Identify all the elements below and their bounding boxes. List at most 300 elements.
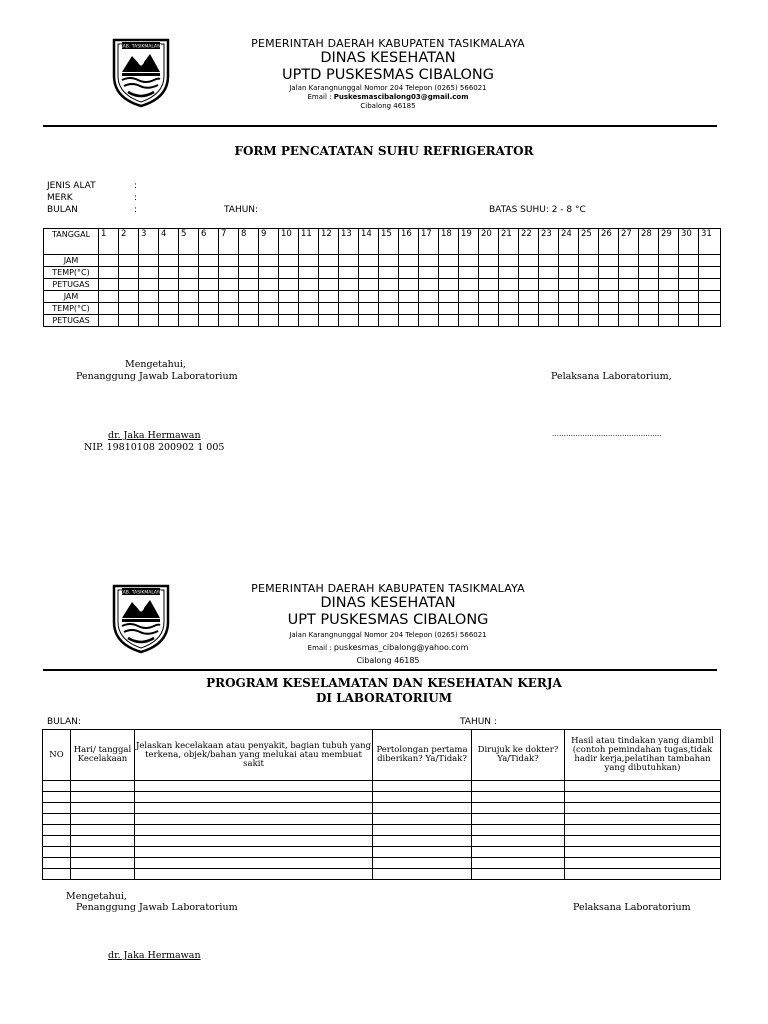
table-cell[interactable]	[135, 836, 373, 847]
log-cell[interactable]	[199, 255, 219, 267]
log-cell[interactable]	[399, 303, 419, 315]
log-cell[interactable]	[479, 315, 499, 327]
log-cell[interactable]	[419, 303, 439, 315]
table-cell[interactable]	[71, 847, 135, 858]
log-cell[interactable]	[379, 303, 399, 315]
day-header: 21	[499, 229, 519, 255]
log-cell[interactable]	[299, 291, 319, 303]
day-header: 19	[459, 229, 479, 255]
table-cell[interactable]	[135, 869, 373, 880]
log-cell[interactable]	[639, 255, 659, 267]
log-cell[interactable]	[619, 315, 639, 327]
log-cell[interactable]	[519, 255, 539, 267]
log-cell[interactable]	[99, 291, 119, 303]
log-cell[interactable]	[159, 279, 179, 291]
puskesmas-line: UPT PUSKESMAS CIBALONG	[287, 612, 489, 628]
log-cell[interactable]	[539, 315, 559, 327]
table-cell[interactable]	[71, 869, 135, 880]
log-cell[interactable]	[439, 279, 459, 291]
log-cell[interactable]	[339, 291, 359, 303]
table-row	[43, 814, 721, 825]
log-cell[interactable]	[579, 315, 599, 327]
log-cell[interactable]	[679, 291, 699, 303]
log-cell[interactable]	[139, 315, 159, 327]
table-cell[interactable]	[373, 814, 472, 825]
log-cell[interactable]	[659, 279, 679, 291]
table-cell[interactable]	[43, 825, 71, 836]
table-cell[interactable]	[472, 869, 565, 880]
log-cell[interactable]	[519, 291, 539, 303]
log-cell[interactable]	[159, 255, 179, 267]
log-cell[interactable]	[339, 255, 359, 267]
field-jenis-alat	[47, 181, 96, 191]
log-cell[interactable]	[359, 303, 379, 315]
penanggung-jawab-label: Penanggung Jawab Laboratorium	[76, 371, 238, 382]
log-cell[interactable]	[119, 315, 139, 327]
log-cell[interactable]	[699, 279, 721, 291]
log-cell[interactable]	[599, 279, 619, 291]
log-cell[interactable]	[659, 255, 679, 267]
table-cell[interactable]	[472, 847, 565, 858]
log-cell[interactable]	[299, 279, 319, 291]
table-cell[interactable]	[135, 792, 373, 803]
log-cell[interactable]	[619, 303, 639, 315]
header-rule	[43, 125, 717, 127]
log-cell[interactable]	[199, 279, 219, 291]
table-cell[interactable]	[43, 858, 71, 869]
tahun-label: TAHUN :	[460, 717, 497, 727]
log-cell[interactable]	[659, 303, 679, 315]
log-cell[interactable]	[639, 315, 659, 327]
day-header: 10	[279, 229, 299, 255]
mengetahui-label: Mengetahui,	[125, 359, 186, 370]
log-cell[interactable]	[179, 255, 199, 267]
log-cell[interactable]	[319, 291, 339, 303]
log-cell[interactable]	[139, 303, 159, 315]
log-cell[interactable]	[159, 303, 179, 315]
table-cell[interactable]	[43, 847, 71, 858]
day-header: 28	[639, 229, 659, 255]
log-cell[interactable]	[559, 303, 579, 315]
table-cell[interactable]	[43, 792, 71, 803]
log-cell[interactable]	[559, 267, 579, 279]
table-cell[interactable]	[472, 825, 565, 836]
table-cell[interactable]	[373, 847, 472, 858]
district-logo	[108, 582, 174, 654]
log-cell[interactable]	[339, 279, 359, 291]
log-cell[interactable]	[359, 255, 379, 267]
log-cell[interactable]	[519, 267, 539, 279]
log-cell[interactable]	[439, 291, 459, 303]
log-cell[interactable]	[259, 267, 279, 279]
log-cell[interactable]	[619, 255, 639, 267]
address-line: Jalan Karangnunggal Nomor 204 Telepon (0265) 566021	[289, 631, 487, 639]
log-cell[interactable]	[259, 303, 279, 315]
log-cell[interactable]	[299, 255, 319, 267]
log-cell[interactable]	[599, 255, 619, 267]
log-cell[interactable]	[239, 303, 259, 315]
table-cell[interactable]	[373, 869, 472, 880]
log-cell[interactable]	[439, 267, 459, 279]
table-cell[interactable]	[565, 858, 721, 869]
govt-line: PEMERINTAH DAERAH KABUPATEN TASIKMALAYA	[251, 582, 525, 595]
log-cell[interactable]	[479, 303, 499, 315]
table-cell[interactable]	[43, 836, 71, 847]
log-cell[interactable]	[379, 291, 399, 303]
log-cell[interactable]	[379, 315, 399, 327]
log-cell[interactable]	[599, 267, 619, 279]
log-cell[interactable]	[459, 315, 479, 327]
log-cell[interactable]	[479, 255, 499, 267]
log-cell[interactable]	[139, 267, 159, 279]
table-cell[interactable]	[135, 781, 373, 792]
log-cell[interactable]	[179, 291, 199, 303]
log-cell[interactable]	[419, 267, 439, 279]
log-cell[interactable]	[619, 291, 639, 303]
log-cell[interactable]	[379, 279, 399, 291]
table-cell[interactable]	[43, 814, 71, 825]
log-cell[interactable]	[699, 303, 721, 315]
column-header-date: Hari/ tanggal Kecelakaan	[71, 730, 135, 781]
log-cell[interactable]	[339, 267, 359, 279]
log-cell[interactable]	[219, 315, 239, 327]
log-row	[44, 279, 721, 291]
day-header: 25	[579, 229, 599, 255]
table-cell[interactable]	[565, 792, 721, 803]
log-cell[interactable]	[679, 267, 699, 279]
table-cell[interactable]	[565, 781, 721, 792]
table-cell[interactable]	[565, 825, 721, 836]
log-cell[interactable]	[659, 291, 679, 303]
day-header: 23	[539, 229, 559, 255]
field-bulan	[47, 205, 78, 215]
log-cell[interactable]	[579, 303, 599, 315]
log-cell[interactable]	[439, 315, 459, 327]
log-cell[interactable]	[639, 291, 659, 303]
table-cell[interactable]	[43, 803, 71, 814]
table-cell[interactable]	[135, 825, 373, 836]
column-header-no: NO	[43, 730, 71, 781]
table-cell[interactable]	[71, 814, 135, 825]
field-label: JENIS ALAT	[47, 181, 96, 191]
log-cell[interactable]	[399, 255, 419, 267]
log-cell[interactable]	[239, 255, 259, 267]
log-cell[interactable]	[699, 255, 721, 267]
log-cell[interactable]	[479, 291, 499, 303]
log-cell[interactable]	[119, 255, 139, 267]
city-line: Cibalong 46185	[356, 656, 420, 665]
log-cell[interactable]	[539, 267, 559, 279]
doctor-nip: NIP. 19810108 200902 1 005	[84, 442, 225, 453]
row-label: TEMP(°C)	[44, 303, 99, 315]
log-cell[interactable]	[179, 315, 199, 327]
log-cell[interactable]	[699, 315, 721, 327]
email-line	[240, 93, 536, 102]
day-header: 6	[199, 229, 219, 255]
log-row	[44, 267, 721, 279]
log-cell[interactable]	[199, 267, 219, 279]
log-cell[interactable]	[119, 291, 139, 303]
log-cell[interactable]	[679, 255, 699, 267]
log-cell[interactable]	[319, 279, 339, 291]
log-cell[interactable]	[359, 279, 379, 291]
log-cell[interactable]	[219, 267, 239, 279]
table-cell[interactable]	[71, 803, 135, 814]
log-cell[interactable]	[479, 267, 499, 279]
doctor-name: dr. Jaka Hermawan	[108, 430, 201, 441]
log-cell[interactable]	[219, 279, 239, 291]
day-header: 20	[479, 229, 499, 255]
table-cell[interactable]	[135, 847, 373, 858]
log-cell[interactable]	[559, 291, 579, 303]
field-merk	[47, 193, 73, 203]
log-cell[interactable]	[99, 255, 119, 267]
log-cell[interactable]	[239, 291, 259, 303]
log-cell[interactable]	[99, 279, 119, 291]
row-label: JAM	[44, 291, 99, 303]
log-cell[interactable]	[499, 315, 519, 327]
log-cell[interactable]	[499, 279, 519, 291]
log-cell[interactable]	[199, 315, 219, 327]
log-cell[interactable]	[259, 291, 279, 303]
log-cell[interactable]	[659, 267, 679, 279]
log-cell[interactable]	[419, 315, 439, 327]
log-cell[interactable]	[139, 291, 159, 303]
day-header: 2	[119, 229, 139, 255]
table-cell[interactable]	[71, 825, 135, 836]
table-cell[interactable]	[43, 869, 71, 880]
log-cell[interactable]	[579, 279, 599, 291]
log-cell[interactable]	[499, 291, 519, 303]
log-cell[interactable]	[559, 255, 579, 267]
log-cell[interactable]	[679, 303, 699, 315]
log-cell[interactable]	[459, 291, 479, 303]
log-cell[interactable]	[259, 255, 279, 267]
log-cell[interactable]	[539, 279, 559, 291]
log-cell[interactable]	[539, 303, 559, 315]
log-cell[interactable]	[119, 303, 139, 315]
table-cell[interactable]	[565, 803, 721, 814]
log-cell[interactable]	[519, 315, 539, 327]
email-label: Email :	[307, 93, 332, 101]
log-cell[interactable]	[199, 303, 219, 315]
logo-caption: KAB. TASIKMALAYA	[119, 44, 163, 50]
log-cell[interactable]	[539, 291, 559, 303]
table-row	[43, 803, 721, 814]
log-cell[interactable]	[279, 291, 299, 303]
log-cell[interactable]	[479, 279, 499, 291]
table-row	[43, 847, 721, 858]
log-cell[interactable]	[399, 279, 419, 291]
log-cell[interactable]	[359, 267, 379, 279]
table-cell[interactable]	[472, 814, 565, 825]
log-cell[interactable]	[279, 303, 299, 315]
table-cell[interactable]	[71, 781, 135, 792]
tahun-label: TAHUN:	[224, 205, 259, 215]
log-cell[interactable]	[159, 315, 179, 327]
log-cell[interactable]	[459, 279, 479, 291]
table-cell[interactable]	[135, 858, 373, 869]
log-cell[interactable]	[399, 315, 419, 327]
log-cell[interactable]	[679, 279, 699, 291]
log-cell[interactable]	[219, 303, 239, 315]
log-cell[interactable]	[239, 267, 259, 279]
log-cell[interactable]	[579, 267, 599, 279]
table-cell[interactable]	[71, 792, 135, 803]
pelaksana-label: Pelaksana Laboratorium	[573, 902, 691, 913]
field-label: MERK	[47, 193, 73, 203]
log-cell[interactable]	[419, 255, 439, 267]
log-cell[interactable]	[419, 291, 439, 303]
log-cell[interactable]	[399, 291, 419, 303]
log-cell[interactable]	[619, 279, 639, 291]
log-cell[interactable]	[419, 279, 439, 291]
day-header: 22	[519, 229, 539, 255]
log-cell[interactable]	[179, 303, 199, 315]
table-cell[interactable]	[71, 836, 135, 847]
table-cell[interactable]	[135, 814, 373, 825]
table-row	[43, 825, 721, 836]
table-cell[interactable]	[373, 858, 472, 869]
log-cell[interactable]	[299, 315, 319, 327]
log-cell[interactable]	[179, 279, 199, 291]
log-cell[interactable]	[559, 315, 579, 327]
table-cell[interactable]	[472, 792, 565, 803]
table-cell[interactable]	[472, 836, 565, 847]
accident-log-table	[42, 729, 721, 880]
log-cell[interactable]	[319, 267, 339, 279]
log-cell[interactable]	[399, 267, 419, 279]
log-cell[interactable]	[459, 303, 479, 315]
log-cell[interactable]	[339, 303, 359, 315]
log-cell[interactable]	[499, 267, 519, 279]
table-row	[43, 869, 721, 880]
log-cell[interactable]	[599, 291, 619, 303]
log-cell[interactable]	[439, 303, 459, 315]
log-cell[interactable]	[539, 255, 559, 267]
day-header: 5	[179, 229, 199, 255]
log-cell[interactable]	[219, 255, 239, 267]
log-cell[interactable]	[279, 255, 299, 267]
email-value: Puskesmascibalong03@gmail.com	[333, 93, 469, 101]
log-cell[interactable]	[579, 291, 599, 303]
log-cell[interactable]	[219, 291, 239, 303]
log-cell[interactable]	[99, 267, 119, 279]
log-cell[interactable]	[339, 315, 359, 327]
log-cell[interactable]	[519, 303, 539, 315]
log-cell[interactable]	[639, 267, 659, 279]
log-cell[interactable]	[359, 291, 379, 303]
log-cell[interactable]	[279, 267, 299, 279]
log-cell[interactable]	[299, 303, 319, 315]
log-cell[interactable]	[599, 315, 619, 327]
log-cell[interactable]	[699, 291, 721, 303]
table-cell[interactable]	[373, 836, 472, 847]
table-cell[interactable]	[472, 803, 565, 814]
log-cell[interactable]	[639, 279, 659, 291]
log-cell[interactable]	[659, 315, 679, 327]
log-cell[interactable]	[579, 255, 599, 267]
day-header: 1	[99, 229, 119, 255]
letterhead-1	[240, 37, 536, 111]
table-cell[interactable]	[565, 814, 721, 825]
table-cell[interactable]	[135, 803, 373, 814]
log-cell[interactable]	[319, 303, 339, 315]
table-cell[interactable]	[565, 869, 721, 880]
log-cell[interactable]	[499, 255, 519, 267]
day-header: 30	[679, 229, 699, 255]
day-header: 31	[699, 229, 721, 255]
table-row	[43, 836, 721, 847]
log-cell[interactable]	[699, 267, 721, 279]
log-cell[interactable]	[379, 267, 399, 279]
log-cell[interactable]	[119, 267, 139, 279]
table-cell[interactable]	[565, 847, 721, 858]
table-cell[interactable]	[373, 803, 472, 814]
table-cell[interactable]	[565, 836, 721, 847]
log-cell[interactable]	[239, 279, 259, 291]
log-cell[interactable]	[119, 279, 139, 291]
log-cell[interactable]	[639, 303, 659, 315]
log-cell[interactable]	[459, 255, 479, 267]
log-cell[interactable]	[679, 315, 699, 327]
logo-caption: KAB. TASIKMALAYA	[119, 590, 163, 596]
table-cell[interactable]	[472, 781, 565, 792]
log-cell[interactable]	[99, 303, 119, 315]
log-row	[44, 291, 721, 303]
log-cell[interactable]	[239, 315, 259, 327]
field-colon: :	[134, 193, 138, 203]
log-cell[interactable]	[99, 315, 119, 327]
log-cell[interactable]	[519, 279, 539, 291]
row-label: TEMP(°C)	[44, 267, 99, 279]
table-cell[interactable]	[373, 781, 472, 792]
column-header-result: Hasil atau tindakan yang diambil (contoh pemindahan tugas,tidak hadir kerja,pelatihan tambahan yang dibutuhkan)	[565, 730, 721, 781]
log-cell[interactable]	[259, 315, 279, 327]
pelaksana-label: Pelaksana Laboratorium,	[551, 371, 672, 382]
log-cell[interactable]	[459, 267, 479, 279]
form-title: FORM PENCATATAN SUHU REFRIGERATOR	[234, 144, 534, 158]
table-cell[interactable]	[71, 858, 135, 869]
log-cell[interactable]	[599, 303, 619, 315]
log-cell[interactable]	[319, 315, 339, 327]
log-cell[interactable]	[279, 279, 299, 291]
log-row	[44, 315, 721, 327]
table-cell[interactable]	[472, 858, 565, 869]
log-cell[interactable]	[439, 255, 459, 267]
log-cell[interactable]	[139, 255, 159, 267]
log-cell[interactable]	[359, 315, 379, 327]
log-cell[interactable]	[179, 267, 199, 279]
log-cell[interactable]	[319, 255, 339, 267]
log-cell[interactable]	[379, 255, 399, 267]
log-cell[interactable]	[159, 267, 179, 279]
table-cell[interactable]	[373, 792, 472, 803]
log-cell[interactable]	[299, 267, 319, 279]
log-cell[interactable]	[279, 315, 299, 327]
table-cell[interactable]	[373, 825, 472, 836]
column-header-first-aid: Pertolongan pertama diberikan? Ya/Tidak?	[373, 730, 472, 781]
log-cell[interactable]	[159, 291, 179, 303]
log-cell[interactable]	[499, 303, 519, 315]
log-cell[interactable]	[559, 279, 579, 291]
log-cell[interactable]	[259, 279, 279, 291]
log-cell[interactable]	[619, 267, 639, 279]
log-cell[interactable]	[139, 279, 159, 291]
log-cell[interactable]	[199, 291, 219, 303]
pelaksana-signature-line: ………………………………………..	[552, 430, 662, 438]
table-cell[interactable]	[43, 781, 71, 792]
